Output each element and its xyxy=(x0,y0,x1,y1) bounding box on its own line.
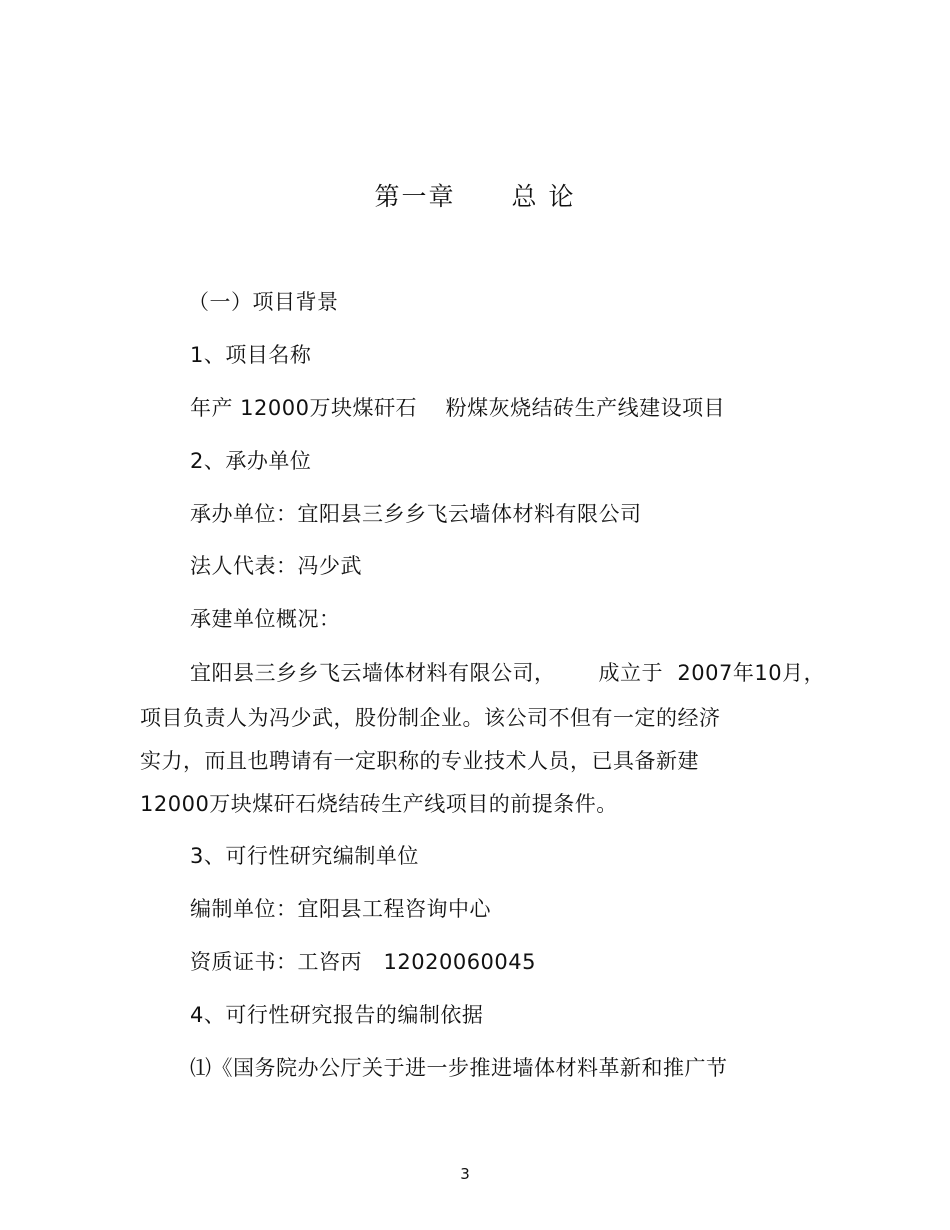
chapter-number: 第一章 xyxy=(374,182,456,211)
legal-representative-text: 法人代表：冯少武 xyxy=(190,554,362,578)
paragraph-line: 宜阳县三乡乡飞云墙体材料有限公司， 成立于 2007年10月， xyxy=(190,661,826,685)
section-heading-background: （一）项目背景 xyxy=(188,290,339,314)
paragraph-line: 实力，而且也聘请有一定职称的专业技术人员，已具备新建 xyxy=(140,749,699,773)
project-name-text: 年产 12000万块煤矸石 粉煤灰烧结砖生产线建设项目 xyxy=(190,396,726,420)
basis-item-1: ⑴《国务院办公厅关于进一步推进墙体材料革新和推广节 xyxy=(190,1056,728,1080)
page-number: 3 xyxy=(460,1165,470,1183)
paragraph-line: 12000万块煤矸石烧结砖生产线项目的前提条件。 xyxy=(140,792,618,816)
chapter-name: 总 论 xyxy=(511,182,576,211)
paragraph-line: 项目负责人为冯少武，股份制企业。该公司不但有一定的经济 xyxy=(140,706,721,730)
compiler-text: 编制单位：宜阳县工程咨询中心 xyxy=(190,897,491,921)
item-heading-organizer: 2、承办单位 xyxy=(190,449,312,473)
qualification-certificate-text: 资质证书：工咨丙 12020060045 xyxy=(190,950,536,974)
item-heading-compiler: 3、可行性研究编制单位 xyxy=(190,844,419,868)
item-heading-project-name: 1、项目名称 xyxy=(190,343,312,367)
organizer-text: 承办单位：宜阳县三乡乡飞云墙体材料有限公司 xyxy=(190,502,642,526)
item-heading-basis: 4、可行性研究报告的编制依据 xyxy=(190,1003,484,1027)
chapter-title xyxy=(0,180,950,214)
contractor-overview-label: 承建单位概况： xyxy=(190,607,341,631)
